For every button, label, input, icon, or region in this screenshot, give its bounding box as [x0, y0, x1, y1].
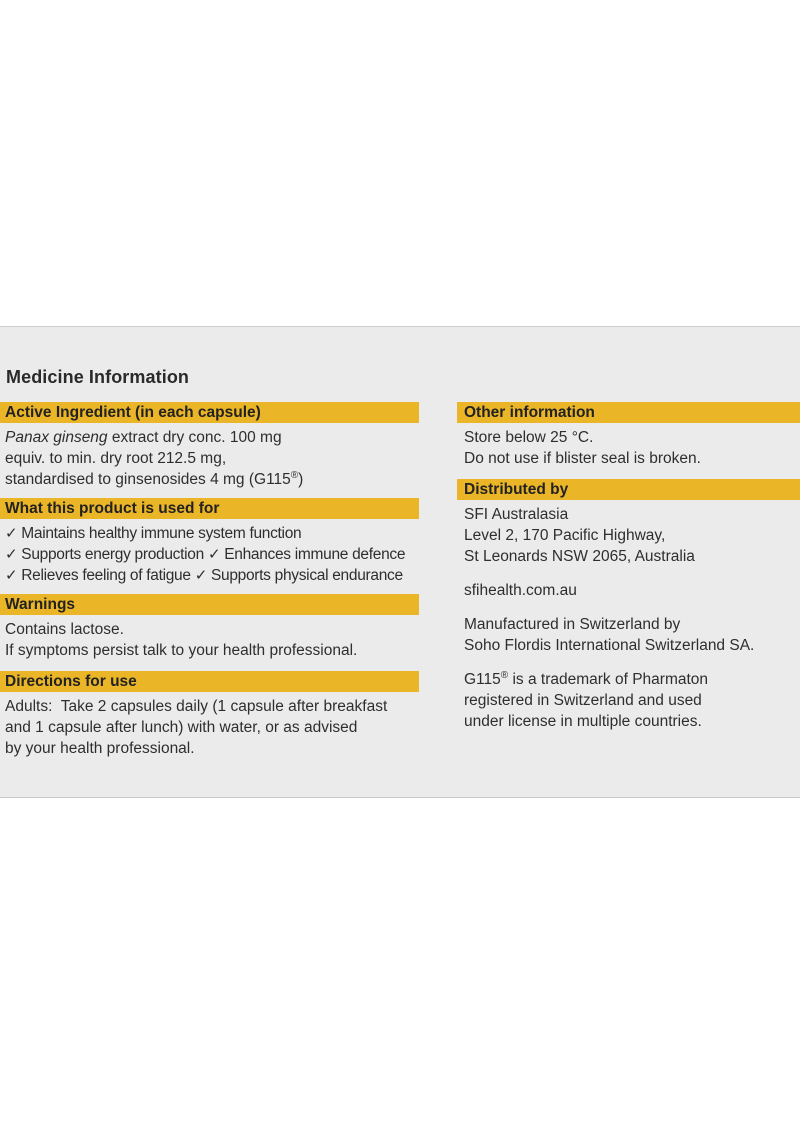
warning-line-2: If symptoms persist talk to your health professional.	[5, 642, 358, 659]
uses-row-3	[5, 565, 419, 586]
directions-section	[0, 671, 419, 759]
checkmark-icon: ✓	[5, 545, 18, 563]
warning-line-1: Contains lactose.	[5, 621, 124, 638]
use-item: Maintains healthy immune system function	[21, 525, 302, 542]
ingredient-line-3-text: standardised to ginsenosides 4 mg (G115	[5, 471, 291, 488]
warnings-section	[0, 594, 419, 661]
uses-row-1	[5, 523, 419, 544]
right-column	[457, 402, 800, 732]
use-item: Enhances immune defence	[224, 546, 406, 563]
other-info-text	[457, 427, 800, 469]
directions-line-1: Adults: Take 2 capsules daily (1 capsule after breakfast	[5, 698, 388, 715]
ingredient-line-3-close: )	[298, 471, 304, 488]
trademark-text: is a trademark of Pharmaton	[508, 671, 709, 688]
other-info-section	[457, 402, 800, 469]
blister-line: Do not use if blister seal is broken.	[464, 450, 701, 467]
warnings-text	[0, 619, 419, 661]
active-ingredient-text	[0, 427, 419, 490]
storage-line: Store below 25 °C.	[464, 429, 594, 446]
ingredient-line-3	[5, 469, 419, 490]
section-title-distributed: Distributed by	[457, 479, 800, 500]
distributor-name: SFI Australasia	[464, 506, 569, 523]
website-link[interactable]: sfihealth.com.au	[464, 582, 577, 599]
distributor-address-2: St Leonards NSW 2065, Australia	[464, 548, 695, 565]
checkmark-icon: ✓	[194, 566, 207, 584]
section-title-uses: What this product is used for	[0, 498, 419, 519]
distributor-address-1: Level 2, 170 Pacific Highway,	[464, 527, 666, 544]
directions-line-3: by your health professional.	[5, 740, 195, 757]
medicine-info-panel	[0, 326, 800, 798]
use-item: Supports energy production	[21, 546, 204, 563]
ingredient-name: Panax ginseng	[5, 429, 108, 446]
uses-row-2	[5, 544, 419, 565]
trademark-line-3: under license in multiple countries.	[464, 713, 702, 730]
use-item: Relieves feeling of fatigue	[21, 567, 191, 584]
ingredient-line-2: equiv. to min. dry root 212.5 mg,	[5, 450, 227, 467]
registered-mark: ®	[290, 469, 299, 481]
section-title-warnings: Warnings	[0, 594, 419, 615]
section-title-active-ingredient: Active Ingredient (in each capsule)	[0, 402, 419, 423]
section-title-directions: Directions for use	[0, 671, 419, 692]
directions-text	[0, 696, 419, 759]
ingredient-line-1	[5, 427, 419, 448]
checkmark-icon: ✓	[5, 566, 18, 584]
uses-section	[0, 498, 419, 586]
checkmark-icon: ✓	[207, 545, 221, 563]
trademark-brand: G115	[464, 671, 501, 688]
use-item: Supports physical endurance	[210, 567, 403, 584]
uses-list	[0, 523, 419, 586]
directions-line-2: and 1 capsule after lunch) with water, or as advised	[5, 719, 358, 736]
section-title-other-info: Other information	[457, 402, 800, 423]
ingredient-amount: extract dry conc. 100 mg	[107, 429, 282, 446]
left-column	[0, 402, 419, 759]
trademark-line-1	[464, 669, 800, 690]
distributed-section	[457, 479, 800, 732]
checkmark-icon: ✓	[5, 524, 18, 542]
manufacturer-line-2: Soho Flordis International Switzerland SA.	[464, 637, 755, 654]
manufacturer-line-1: Manufactured in Switzerland by	[464, 616, 681, 633]
page-title: Medicine Information	[6, 367, 190, 387]
active-ingredient-section	[0, 402, 419, 490]
trademark-line-2: registered in Switzerland and used	[464, 692, 702, 709]
distributor-text	[457, 504, 800, 732]
registered-mark: ®	[500, 669, 509, 681]
